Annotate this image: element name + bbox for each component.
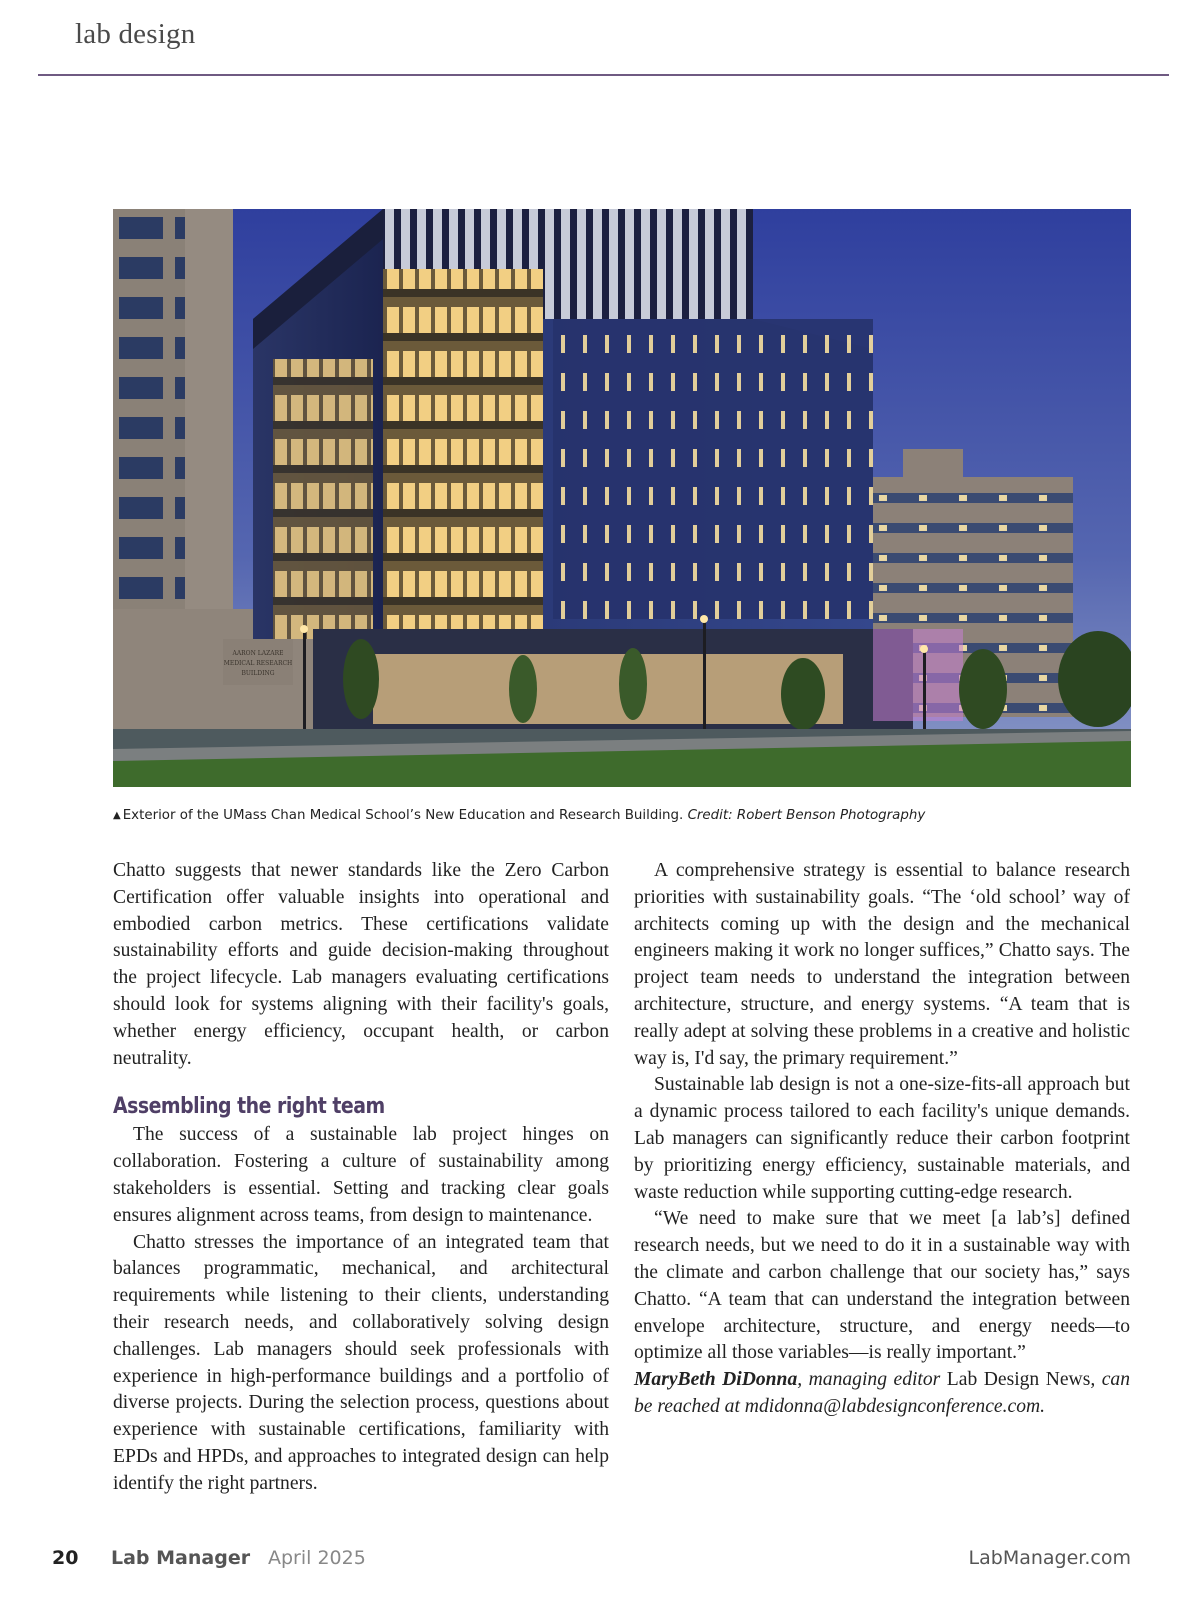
right-paragraph-3: “We need to make sure that we meet [a lab’s] defined research needs, but we need to do it in a sustainable way with the climate and carbon challenge that our society has,” says Chatto. “A team that can understand the integration between envelope architecture, structure, and energy needs—to optimize all those variables—is really important.” bbox=[634, 1208, 1130, 1364]
section-label: lab design bbox=[75, 18, 196, 50]
left-paragraph-2: The success of a sustainable lab project hinges on collaboration. Fostering a culture of sustainability among stakeholders is essential. Setting and tracking clear goals ensures alignment across teams, from design to maintenance. bbox=[113, 1124, 609, 1226]
author-name: MaryBeth DiDonna bbox=[634, 1369, 798, 1391]
right-column bbox=[634, 858, 1130, 1421]
right-paragraph-1: A comprehensive strategy is essential to balance research priorities with sustainability goals. “The ‘old school’ way of architects coming up with the design and the mechanical engineers making it work no longer suffices,” Chatto says. The project team needs to understand the integration between architecture, structure, and energy systems. “A team that is really adept at solving these problems in a creative and holistic way is, I'd say, the primary requirement.” bbox=[634, 860, 1130, 1069]
caption-text: Exterior of the UMass Chan Medical School’s New Education and Research Building. bbox=[122, 808, 684, 823]
caption-credit: Credit: Robert Benson Photography bbox=[687, 808, 926, 823]
svg-text:BUILDING: BUILDING bbox=[241, 670, 275, 677]
author-publication: Lab Design News bbox=[946, 1369, 1091, 1391]
left-column bbox=[113, 858, 609, 1498]
caption-arrow-icon: ▲ bbox=[113, 810, 121, 821]
page-footer bbox=[0, 1543, 1200, 1577]
photo-caption bbox=[113, 808, 1153, 823]
right-paragraph-2: Sustainable lab design is not a one-size-fits-all approach but a dynamic process tailored to each facility's unique demands. Lab managers can significantly reduce their carbon footprint by prioritizing energy efficiency, sustainable materials, and waste reduction while supporting cutting-edge research. bbox=[634, 1074, 1130, 1203]
issue-date: April 2025 bbox=[268, 1547, 366, 1569]
tower-lit-floors bbox=[383, 209, 543, 629]
author-byline bbox=[634, 1367, 1130, 1421]
website-link[interactable]: LabManager.com bbox=[968, 1547, 1131, 1569]
building-sign: AARON LAZARE bbox=[232, 650, 284, 657]
author-contact: , can be reached at mdidonna@labdesignconference.com. bbox=[634, 1369, 1130, 1417]
author-role: , managing editor bbox=[797, 1369, 947, 1391]
magazine-name: Lab Manager bbox=[111, 1547, 251, 1569]
section-subhead: Assembling the right team bbox=[113, 1094, 385, 1120]
building-photo bbox=[113, 209, 1131, 787]
left-paragraph-3: Chatto stresses the importance of an integrated team that balances programmatic, mechanical, and architectural requirements while listening to their clients, understanding their research needs, and collaboratively solving design challenges. Lab managers should seek professionals with experience in high-performance buildings and a portfolio of diverse projects. During the selection process, questions about experience with sustainable certifications, familiarity with EPDs and HPDs, and approaches to integrated design can help identify the right partners. bbox=[113, 1231, 609, 1494]
building-photo-illustration bbox=[113, 209, 1131, 787]
svg-text:MEDICAL RESEARCH: MEDICAL RESEARCH bbox=[223, 660, 293, 667]
header-rule bbox=[38, 74, 1169, 76]
page-number: 20 bbox=[52, 1547, 79, 1569]
left-paragraph-1: Chatto suggests that newer standards like the Zero Carbon Certification offer valuable insights into operational and embodied carbon metrics. These certifications validate sustainability efforts and guide decision-making throughout the project lifecycle. Lab managers evaluating certifications should look for systems aligning with their facility's goals, whether energy efficiency, occupant health, or carbon neutrality. bbox=[113, 860, 609, 1069]
